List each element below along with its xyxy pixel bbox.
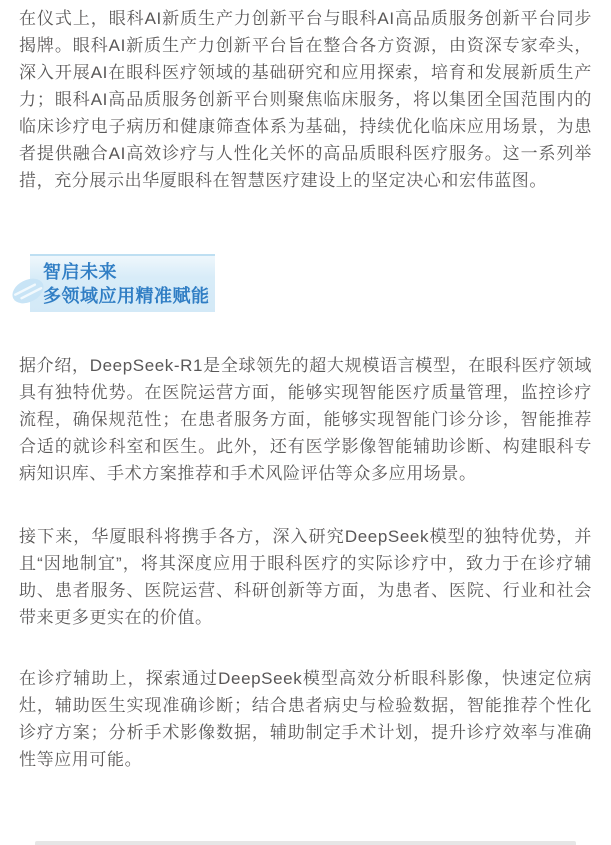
article-paragraph-3: 接下来，华厦眼科将携手各方，深入研究DeepSeek模型的独特优势，并且“因地制宜”，将其深度应用于眼科医疗的实际诊疗中，致力于在诊疗辅助、患者服务、医院运营、科研创新等方面，为患者、医院、行业和社会带来更多更实在的价值。 xyxy=(19,527,592,627)
section-heading xyxy=(30,254,592,314)
leaf-ellipse-icon xyxy=(4,274,54,314)
article-paragraph-2: 据介绍，DeepSeek-R1是全球领先的超大规模语言模型，在眼科医疗领域具有独特优势。在医院运营方面，能够实现智能医疗质量管理，监控诊疗流程，确保规范性；在患者服务方面，能够实现智能门诊分诊，智能推荐合适的就诊科室和医生。此外，还有医学影像智能辅助诊断、构建眼科专病知识库、手术方案推荐和手术风险评估等众多应用场景。 xyxy=(19,356,592,483)
section-heading-banner xyxy=(30,254,215,312)
article-paragraph-1: 在仪式上，眼科AI新质生产力创新平台与眼科AI高品质服务创新平台同步揭牌。眼科AI新质生产力创新平台旨在整合各方资源，由资深专家牵头，深入开展AI在眼科医疗领域的基础研究和应用探索，培育和发展新质生产力；眼科AI高品质服务创新平台则聚焦临床服务，将以集团全国范围内的临床诊疗电子病历和健康筛查体系为基础，持续优化临床应用场景，为患者提供融合AI高效诊疗与人性化关怀的高品质眼科医疗服务。这一系列举措，充分展示出华厦眼科在智慧医疗建设上的坚定决心和宏伟蓝图。 xyxy=(19,9,592,190)
next-section-top-edge xyxy=(35,841,576,845)
article-paragraph-4: 在诊疗辅助上，探索通过DeepSeek模型高效分析眼科影像，快速定位病灶，辅助医生实现准确诊断；结合患者病史与检验数据，智能推荐个性化诊疗方案；分析手术影像数据，辅助制定手术计划，提升诊疗效率与准确性等应用可能。 xyxy=(19,669,592,769)
section-heading-line-1: 智启未来 xyxy=(43,262,117,282)
section-heading-line-2: 多领域应用精准赋能 xyxy=(43,286,210,306)
